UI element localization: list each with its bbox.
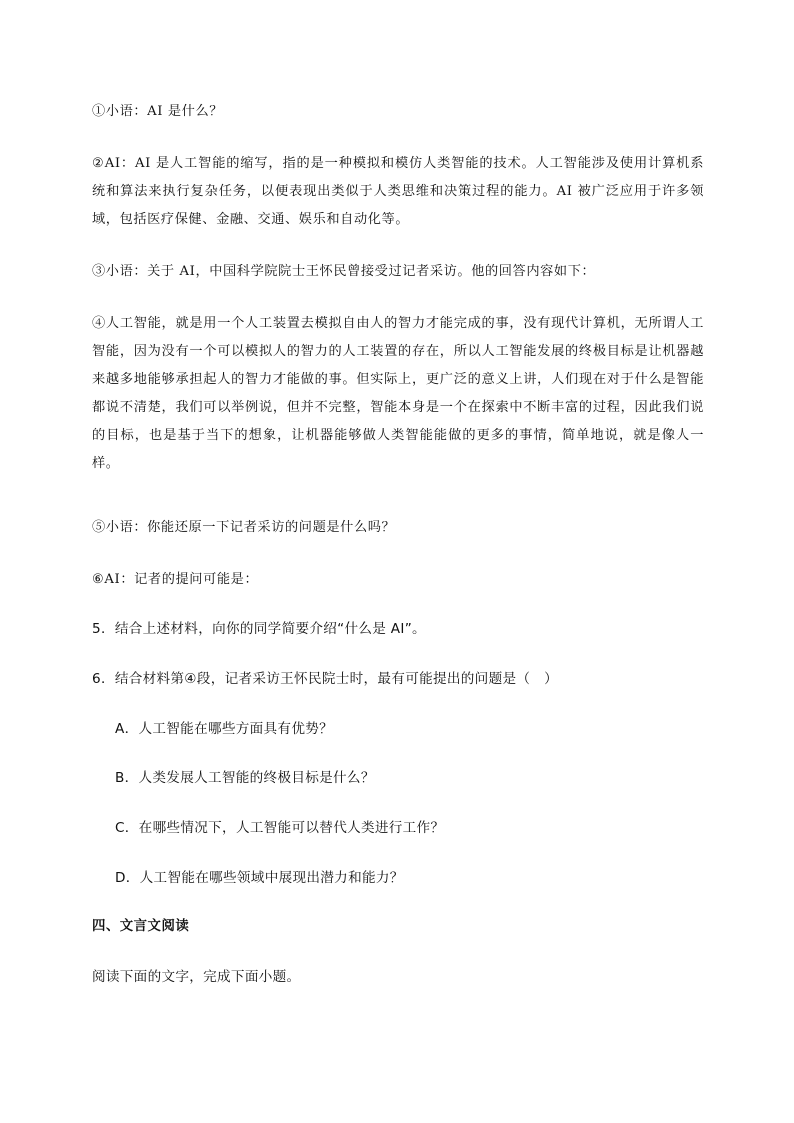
question-6: 6．结合材料第④段，记者采访王怀民院士时，最有可能提出的问题是（ ） (92, 671, 559, 687)
material-paragraph-4: ④人工智能，就是用一个人工装置去模拟自由人的智力才能完成的事，没有现代计算机，无所谓人工智能，因为没有一个可以模拟人的智力的人工装置的存在，所以人工智能发展的终极目标是让机器越来越多地能够承担起人的智力才能做的事。但实际上，更广泛的意义上讲，人们现在对于什么是智能都说不清楚，我们可以举例说，但并不完整，智能本身是一个在探索中不断丰富的过程，因此我们说的目标，也是基于当下的想象，让机器能够做人类智能能做的更多的事情，简单地说，就是像人一样。 (92, 316, 704, 471)
material-paragraph-6: ⑥AI：记者的提问可能是： (92, 572, 259, 587)
material-paragraph-1: ①小语：AI 是什么？ (92, 104, 224, 119)
question-6-option-c: C．在哪些情况下，人工智能可以替代人类进行工作？ (115, 820, 445, 836)
question-6-option-a: A．人工智能在哪些方面具有优势？ (115, 721, 334, 737)
material-paragraph-3: ③小语：关于 AI，中国科学院院士王怀民曾接受过记者采访。他的回答内容如下： (92, 264, 596, 279)
section-heading: 四、文言文阅读 (92, 919, 190, 934)
question-6-option-d: D．人工智能在哪些领域中展现出潜力和能力？ (115, 870, 404, 886)
section-intro: 阅读下面的文字，完成下面小题。 (92, 969, 301, 985)
material-paragraph-5: ⑤小语：你能还原一下记者采访的问题是什么吗？ (92, 520, 396, 535)
material-paragraph-2: ②AI：AI 是人工智能的缩写，指的是一种模拟和模仿人类智能的技术。人工智能涉及使用计算机系统和算法来执行复杂任务，以便表现出类似于人类思维和决策过程的能力。AI 被广泛应用于许多领域，包括医疗保健、金融、交通、娱乐和自动化等。 (92, 156, 704, 227)
question-6-option-b: B．人类发展人工智能的终极目标是什么？ (115, 770, 375, 786)
question-5: 5．结合上述材料，向你的同学简要介绍“什么是 AI”。 (92, 621, 426, 637)
